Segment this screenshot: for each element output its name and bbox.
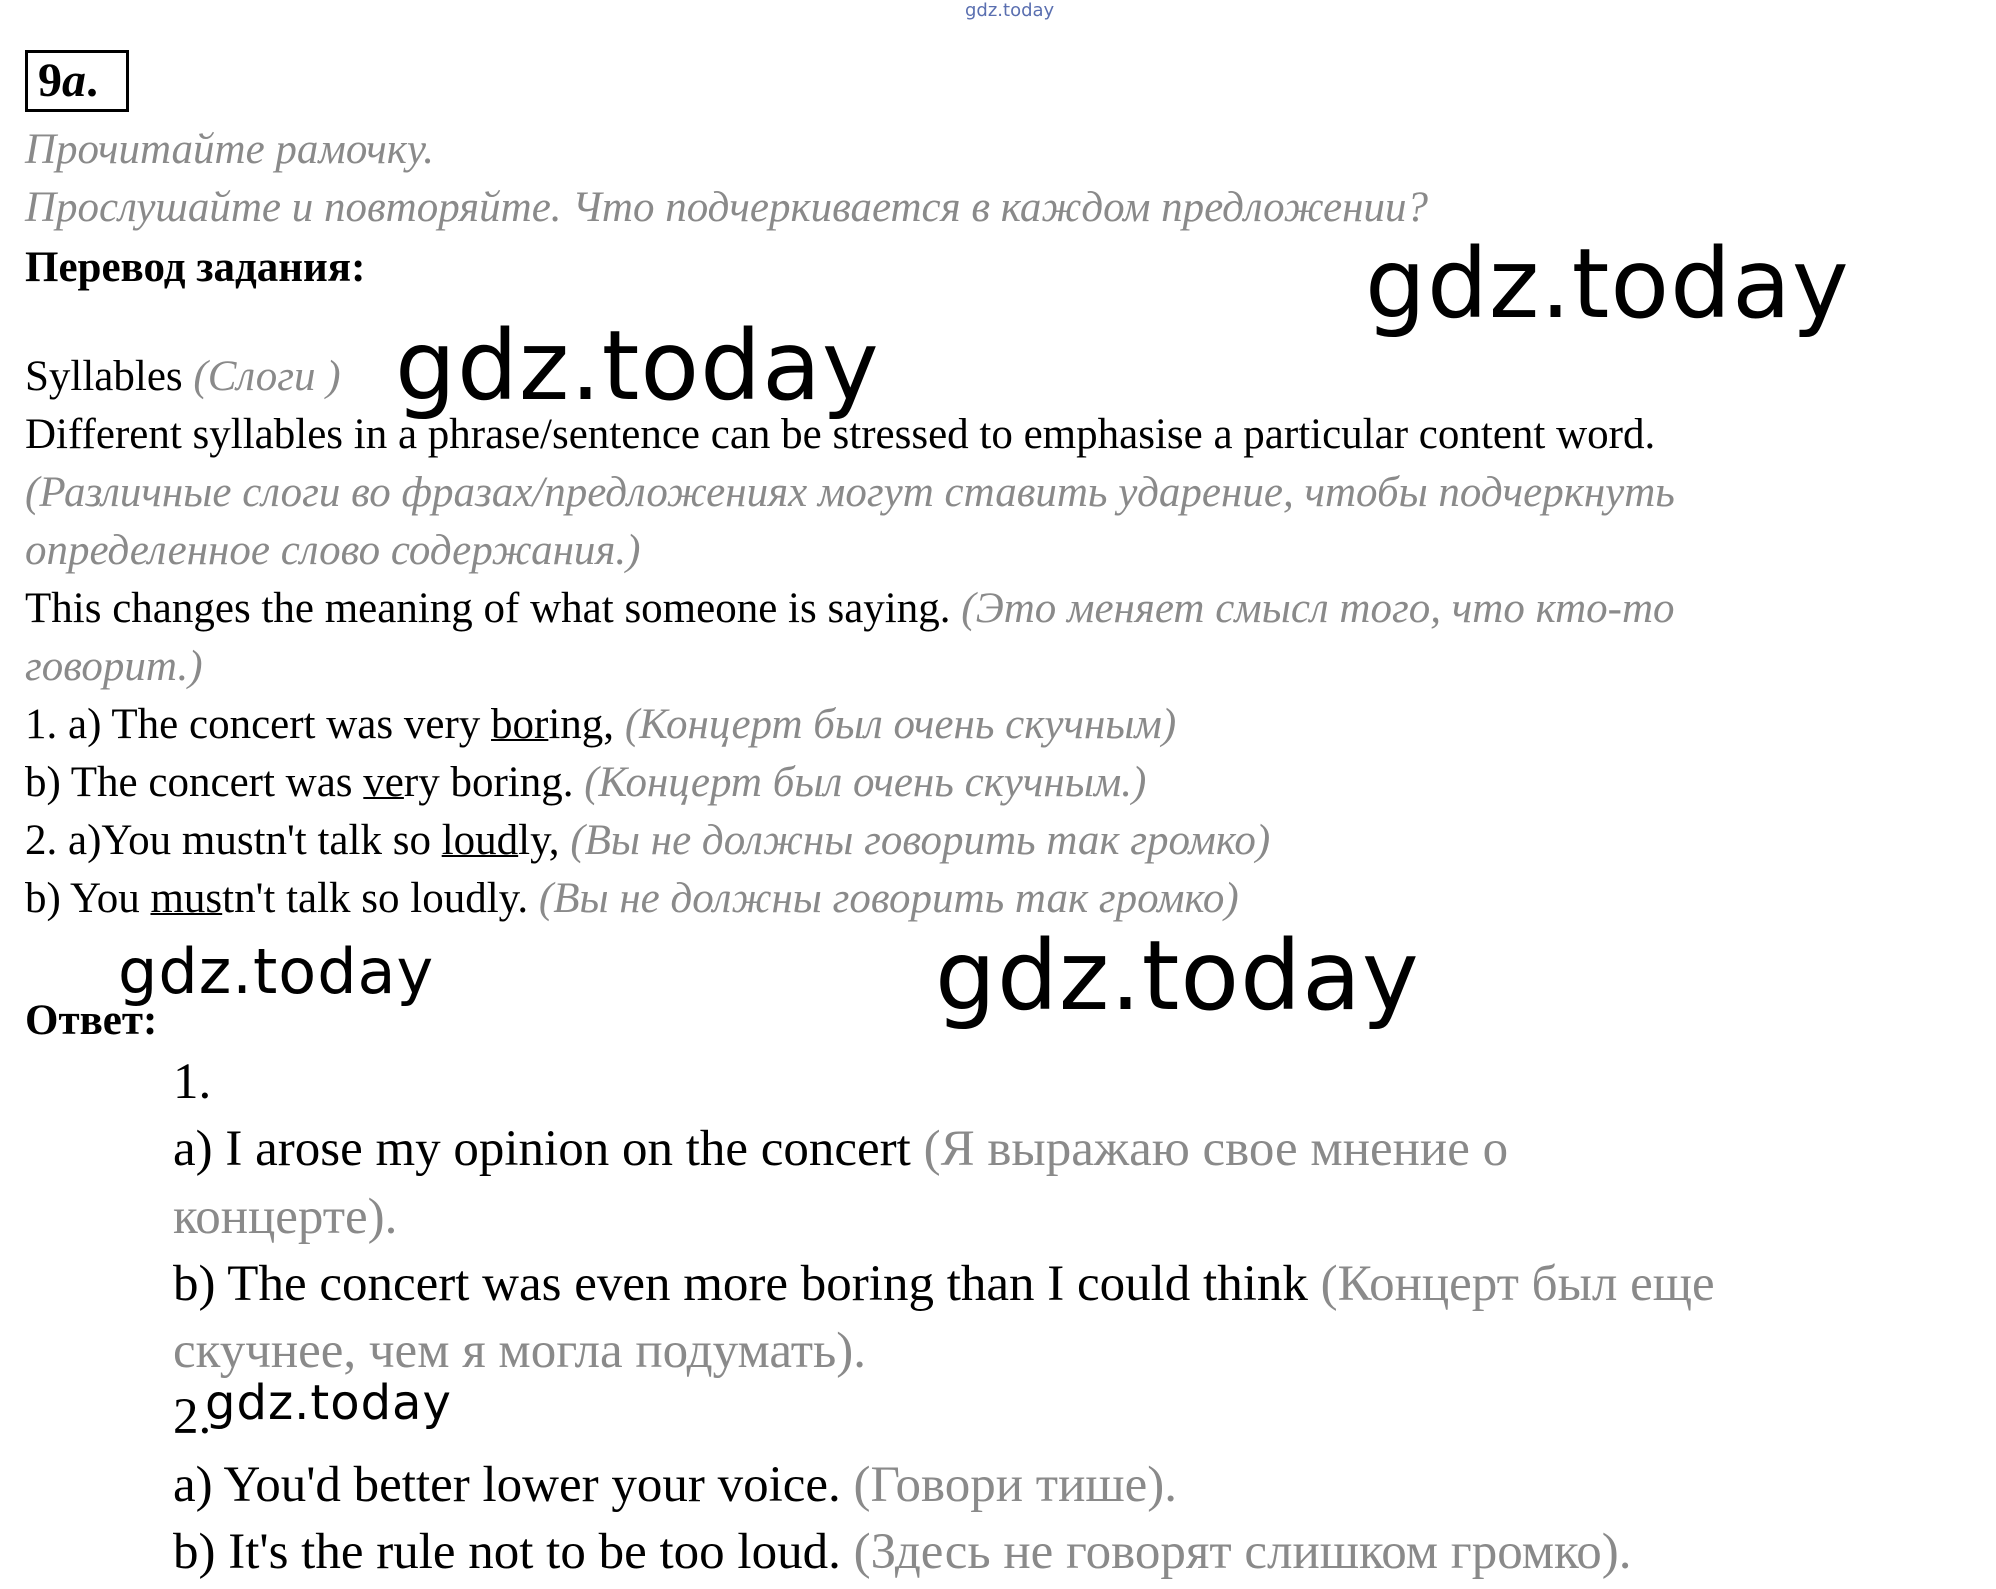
example-text: ing, xyxy=(548,701,615,748)
task-dot: . xyxy=(86,54,98,107)
rule-en: Different syllables in a phrase/sentence can be stressed to emphasise a particular content word. xyxy=(25,411,1656,458)
answer-heading: Ответ: xyxy=(25,997,158,1044)
watermark-4: gdz.today xyxy=(935,920,1420,1032)
answer-1a-ru-cont: концерте). xyxy=(173,1189,398,1245)
syllables-ru: (Слоги ) xyxy=(193,353,341,400)
watermark-1: gdz.today xyxy=(1365,228,1850,340)
task-letter: a xyxy=(62,54,86,107)
answer-en: b) The concert was even more boring than I could think xyxy=(173,1256,1308,1312)
answer-en: a) You'd better lower your voice. xyxy=(173,1457,841,1513)
answer-ru: (Здесь не говорят слишком громко). xyxy=(853,1524,1632,1580)
stressed-syllable: mus xyxy=(150,875,223,922)
example-2b xyxy=(25,874,1239,923)
example-1b xyxy=(25,758,1146,807)
answer-ru: (Я выражаю свое мнение о xyxy=(923,1121,1509,1177)
translation-heading: Перевод задания: xyxy=(25,244,366,291)
answer-1a xyxy=(173,1120,1508,1178)
example-text: b) You xyxy=(25,875,151,922)
answer-ru: (Говори тише). xyxy=(853,1457,1178,1513)
instruction-line-2: Прослушайте и повторяйте. Что подчеркивается в каждом предложении? xyxy=(25,184,1428,231)
answer-2b xyxy=(173,1523,1631,1581)
rule-ru-1: (Различные слоги во фразах/предложениях могут ставить ударение, чтобы подчеркнуть xyxy=(25,469,1675,516)
stressed-syllable: ve xyxy=(363,759,404,806)
watermark-5: gdz.today xyxy=(205,1375,452,1431)
task-number-box xyxy=(25,50,129,112)
syllables-line xyxy=(25,352,341,401)
answer-1b xyxy=(173,1255,1715,1313)
top-watermark: gdz.today xyxy=(965,0,1055,21)
answer-en: b) It's the rule not to be too loud. xyxy=(173,1524,841,1580)
meaning-ru-2: говорит.) xyxy=(25,643,203,690)
meaning-ru-1: (Это меняет смысл того, что кто-то xyxy=(961,585,1675,632)
answer-number-2: 2. xyxy=(173,1389,212,1445)
answer-2a xyxy=(173,1456,1177,1514)
watermark-2: gdz.today xyxy=(395,310,880,422)
example-text: ly, xyxy=(518,817,560,864)
meaning-line xyxy=(25,584,1675,633)
task-number: 9 xyxy=(38,54,62,107)
instruction-line-1: Прочитайте рамочку. xyxy=(25,126,435,173)
syllables-en: Syllables xyxy=(25,353,183,400)
rule-ru-2: определенное слово содержания.) xyxy=(25,527,641,574)
example-translation: (Концерт был очень скучным.) xyxy=(584,759,1147,806)
example-text: 2. a)You mustn't talk so xyxy=(25,817,442,864)
answer-en: a) I arose my opinion on the concert xyxy=(173,1121,911,1177)
example-translation: (Вы не должны говорить так громко) xyxy=(538,875,1239,922)
answer-1b-ru-cont: скучнее, чем я могла подумать). xyxy=(173,1323,866,1379)
watermark-3: gdz.today xyxy=(118,935,435,1008)
example-translation: (Концерт был очень скучным) xyxy=(624,701,1177,748)
stressed-syllable: bor xyxy=(491,701,549,748)
example-2a xyxy=(25,816,1270,865)
answer-number-1: 1. xyxy=(173,1054,212,1110)
example-text: tn't talk so loudly. xyxy=(222,875,529,922)
stressed-syllable: loud xyxy=(441,817,519,864)
answer-ru: (Концерт был еще xyxy=(1320,1256,1715,1312)
example-text: ry boring. xyxy=(403,759,574,806)
example-text: b) The concert was xyxy=(25,759,364,806)
example-1a xyxy=(25,700,1176,749)
example-text: 1. a) The concert was very xyxy=(25,701,492,748)
example-translation: (Вы не должны говорить так громко) xyxy=(570,817,1271,864)
meaning-en: This changes the meaning of what someone is saying. xyxy=(25,585,951,632)
